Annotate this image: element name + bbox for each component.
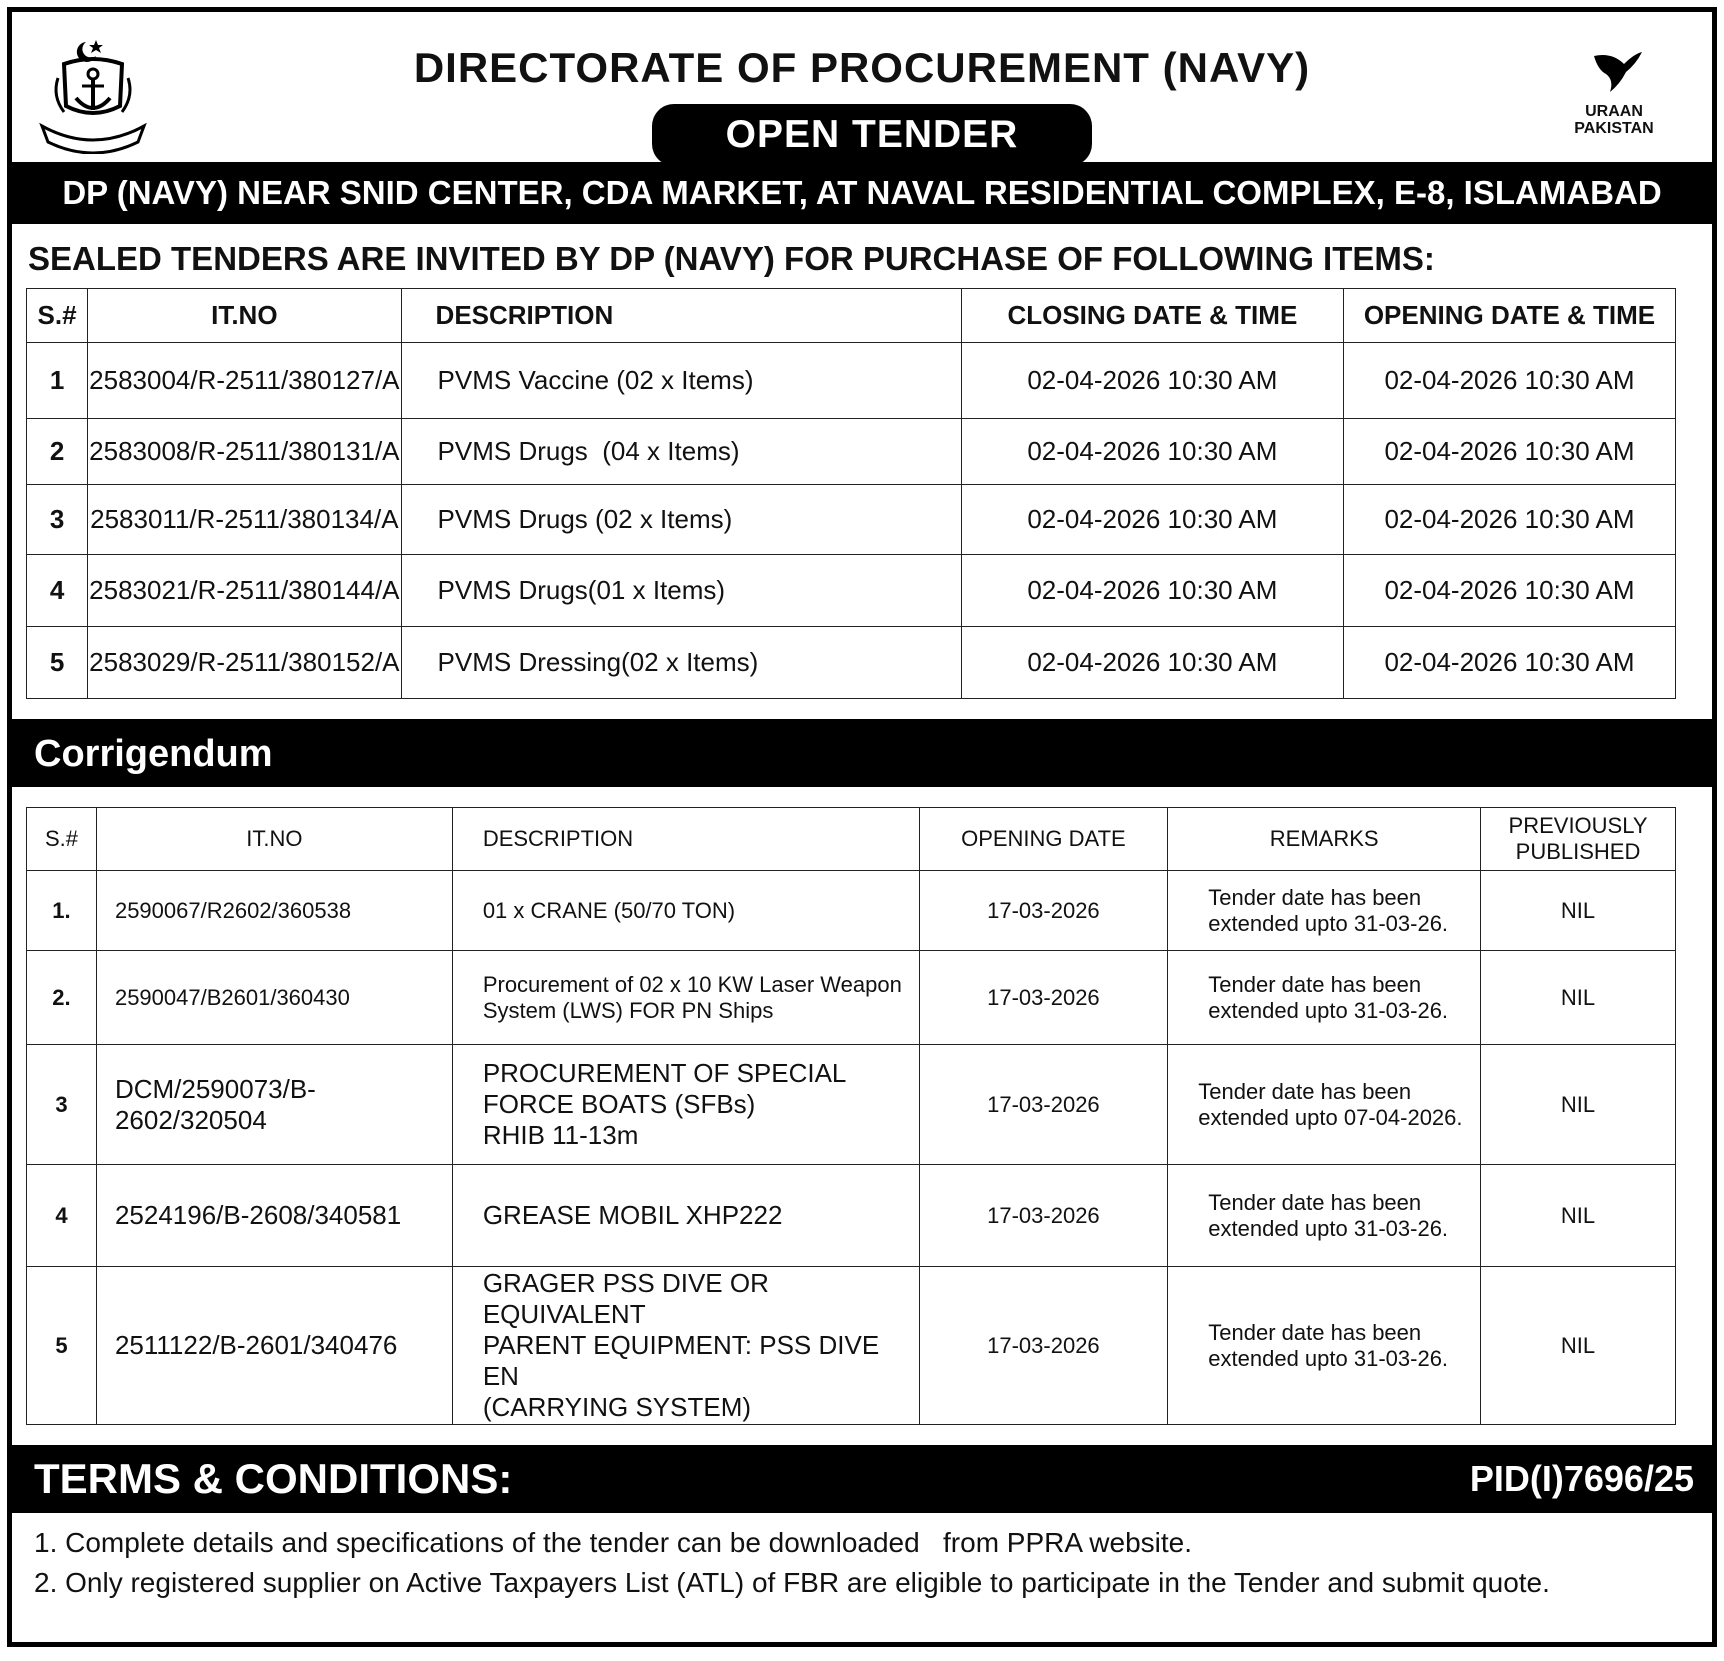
- description-line: Procurement of 02 x 10 KW Laser Weapon: [482, 971, 902, 997]
- cell-itno: 2524196/B-2608/340581: [96, 1165, 452, 1267]
- cell-date: 17-03-2026: [919, 871, 1168, 951]
- cell-itno: 2590067/R2602/360538: [96, 871, 452, 951]
- header-previously: PREVIOUSLY: [1508, 813, 1648, 838]
- table-row: [27, 343, 1676, 419]
- description-line: PROCUREMENT OF SPECIAL: [482, 1058, 847, 1088]
- cell-description: PVMS Dressing(02 x Items): [401, 627, 961, 699]
- open-tender-label: OPEN TENDER: [652, 104, 1092, 166]
- tender-notice: [7, 7, 1717, 1647]
- cell-itno: 2583021/R-2511/380144/A: [88, 555, 401, 627]
- terms-item: 1. Complete details and specifications of the tender can be downloaded from PPRA website.: [34, 1527, 1193, 1558]
- table-row: [27, 627, 1676, 699]
- cell-previously-published: NIL: [1481, 951, 1676, 1045]
- cell-sn: 2: [27, 419, 88, 485]
- remarks-line: Tender date has been: [1208, 1319, 1422, 1345]
- remarks-line: Tender date has been: [1208, 971, 1422, 997]
- cell-itno: 2583029/R-2511/380152/A: [88, 627, 401, 699]
- description-line: 01 x CRANE (50/70 TON): [482, 897, 736, 923]
- cell-date: 17-03-2026: [919, 951, 1168, 1045]
- uraan-logo-line2: PAKISTAN: [1574, 120, 1654, 137]
- header-itno: IT.NO: [88, 289, 401, 343]
- remarks-line: extended upto 31-03-26.: [1208, 1345, 1449, 1371]
- cell-date: 17-03-2026: [919, 1267, 1168, 1425]
- table-header-row: [27, 289, 1676, 343]
- terms-title: TERMS & CONDITIONS:: [34, 1455, 513, 1502]
- cell-sn: 1: [27, 343, 88, 419]
- description-line: GREASE MOBIL XHP222: [482, 1200, 783, 1230]
- header-description: DESCRIPTION: [401, 289, 961, 343]
- notice-header: [12, 12, 1712, 162]
- header-opening-date: OPENING DATE: [919, 808, 1168, 871]
- remarks-line: Tender date has been: [1208, 884, 1422, 910]
- cell-sn: 1.: [27, 871, 97, 951]
- header-description: DESCRIPTION: [452, 808, 919, 871]
- intro-heading: SEALED TENDERS ARE INVITED BY DP (NAVY) FOR PURCHASE OF FOLLOWING ITEMS:: [28, 240, 1435, 277]
- table-row: [27, 1267, 1676, 1425]
- cell-previously-published: NIL: [1481, 1165, 1676, 1267]
- cell-opening: 02-04-2026 10:30 AM: [1343, 419, 1675, 485]
- cell-description: [452, 951, 919, 1045]
- header-sn: S.#: [27, 808, 97, 871]
- cell-itno: 2583004/R-2511/380127/A: [88, 343, 401, 419]
- eagle-icon: [1584, 48, 1644, 98]
- cell-description: PVMS Drugs (04 x Items): [401, 419, 961, 485]
- cell-closing: 02-04-2026 10:30 AM: [961, 485, 1343, 555]
- terms-band: [12, 1445, 1712, 1513]
- cell-closing: 02-04-2026 10:30 AM: [961, 343, 1343, 419]
- cell-description: [452, 871, 919, 951]
- cell-sn: 3: [27, 485, 88, 555]
- description-line: RHIB 11-13m: [482, 1120, 639, 1150]
- header-sn: S.#: [27, 289, 88, 343]
- description-line: FORCE BOATS (SFBs): [482, 1089, 756, 1119]
- cell-date: 17-03-2026: [919, 1045, 1168, 1165]
- remarks-line: extended upto 31-03-26.: [1208, 1215, 1449, 1241]
- cell-remarks: [1168, 1267, 1481, 1425]
- description-line: (CARRYING SYSTEM): [482, 1392, 752, 1422]
- directorate-title: DIRECTORATE OF PROCUREMENT (NAVY): [413, 44, 1311, 91]
- header-opening: OPENING DATE & TIME: [1343, 289, 1675, 343]
- cell-itno: DCM/2590073/B-2602/320504: [96, 1045, 452, 1165]
- cell-opening: 02-04-2026 10:30 AM: [1343, 485, 1675, 555]
- cell-opening: 02-04-2026 10:30 AM: [1343, 627, 1675, 699]
- table-row: [27, 555, 1676, 627]
- cell-description: PVMS Drugs (02 x Items): [401, 485, 961, 555]
- cell-description: PVMS Drugs(01 x Items): [401, 555, 961, 627]
- cell-remarks: [1168, 1165, 1481, 1267]
- cell-itno: 2511122/B-2601/340476: [96, 1267, 452, 1425]
- header-published: PUBLISHED: [1515, 839, 1641, 864]
- remarks-line: Tender date has been: [1198, 1078, 1412, 1104]
- tender-items-table: [26, 288, 1676, 699]
- description-line: System (LWS) FOR PN Ships: [482, 997, 774, 1023]
- table-row: [27, 1165, 1676, 1267]
- remarks-line: extended upto 07-04-2026.: [1198, 1104, 1463, 1130]
- cell-previously-published: NIL: [1481, 1045, 1676, 1165]
- table-row: [27, 1045, 1676, 1165]
- cell-sn: 4: [27, 1165, 97, 1267]
- remarks-line: Tender date has been: [1208, 1189, 1422, 1215]
- remarks-line: extended upto 31-03-26.: [1208, 997, 1449, 1023]
- cell-closing: 02-04-2026 10:30 AM: [961, 419, 1343, 485]
- cell-previously-published: NIL: [1481, 1267, 1676, 1425]
- uraan-logo-line1: URAAN: [1585, 103, 1643, 120]
- cell-closing: 02-04-2026 10:30 AM: [961, 627, 1343, 699]
- cell-date: 17-03-2026: [919, 1165, 1168, 1267]
- cell-sn: 2.: [27, 951, 97, 1045]
- description-line: GRAGER PSS DIVE OR EQUIVALENT: [482, 1268, 769, 1329]
- table-row: [27, 485, 1676, 555]
- cell-description: [452, 1045, 919, 1165]
- table-header-row: [27, 808, 1676, 871]
- cell-remarks: [1168, 951, 1481, 1045]
- cell-description: PVMS Vaccine (02 x Items): [401, 343, 961, 419]
- corrigendum-band: Corrigendum: [12, 719, 1712, 787]
- cell-remarks: [1168, 871, 1481, 951]
- cell-description: [452, 1165, 919, 1267]
- header-remarks: REMARKS: [1168, 808, 1481, 871]
- cell-sn: 5: [27, 1267, 97, 1425]
- cell-opening: 02-04-2026 10:30 AM: [1343, 343, 1675, 419]
- terms-item: 2. Only registered supplier on Active Taxpayers List (ATL) of FBR are eligible to participate in the Tender and submit quote.: [34, 1567, 1550, 1598]
- header-itno: IT.NO: [96, 808, 452, 871]
- description-line: PARENT EQUIPMENT: PSS DIVE EN: [482, 1330, 880, 1391]
- uraan-pakistan-logo: [1554, 48, 1674, 160]
- cell-itno: 2583008/R-2511/380131/A: [88, 419, 401, 485]
- terms-list: [12, 1513, 1712, 1603]
- cell-itno: 2583011/R-2511/380134/A: [88, 485, 401, 555]
- table-row: [27, 951, 1676, 1045]
- cell-previously-published: NIL: [1481, 871, 1676, 951]
- pid-number: PID(I)7696/25: [1469, 1458, 1694, 1499]
- cell-sn: 5: [27, 627, 88, 699]
- cell-itno: 2590047/B2601/360430: [96, 951, 452, 1045]
- remarks-line: extended upto 31-03-26.: [1208, 910, 1449, 936]
- table-row: [27, 871, 1676, 951]
- cell-description: [452, 1267, 919, 1425]
- cell-closing: 02-04-2026 10:30 AM: [961, 555, 1343, 627]
- cell-opening: 02-04-2026 10:30 AM: [1343, 555, 1675, 627]
- address-band: DP (NAVY) NEAR SNID CENTER, CDA MARKET, AT NAVAL RESIDENTIAL COMPLEX, E-8, ISLAMABAD: [12, 162, 1712, 224]
- table-row: [27, 419, 1676, 485]
- cell-remarks: [1168, 1045, 1481, 1165]
- cell-sn: 4: [27, 555, 88, 627]
- header-closing: CLOSING DATE & TIME: [961, 289, 1343, 343]
- header-previously-published: [1481, 808, 1676, 871]
- cell-sn: 3: [27, 1045, 97, 1165]
- corrigendum-table: [26, 807, 1676, 1425]
